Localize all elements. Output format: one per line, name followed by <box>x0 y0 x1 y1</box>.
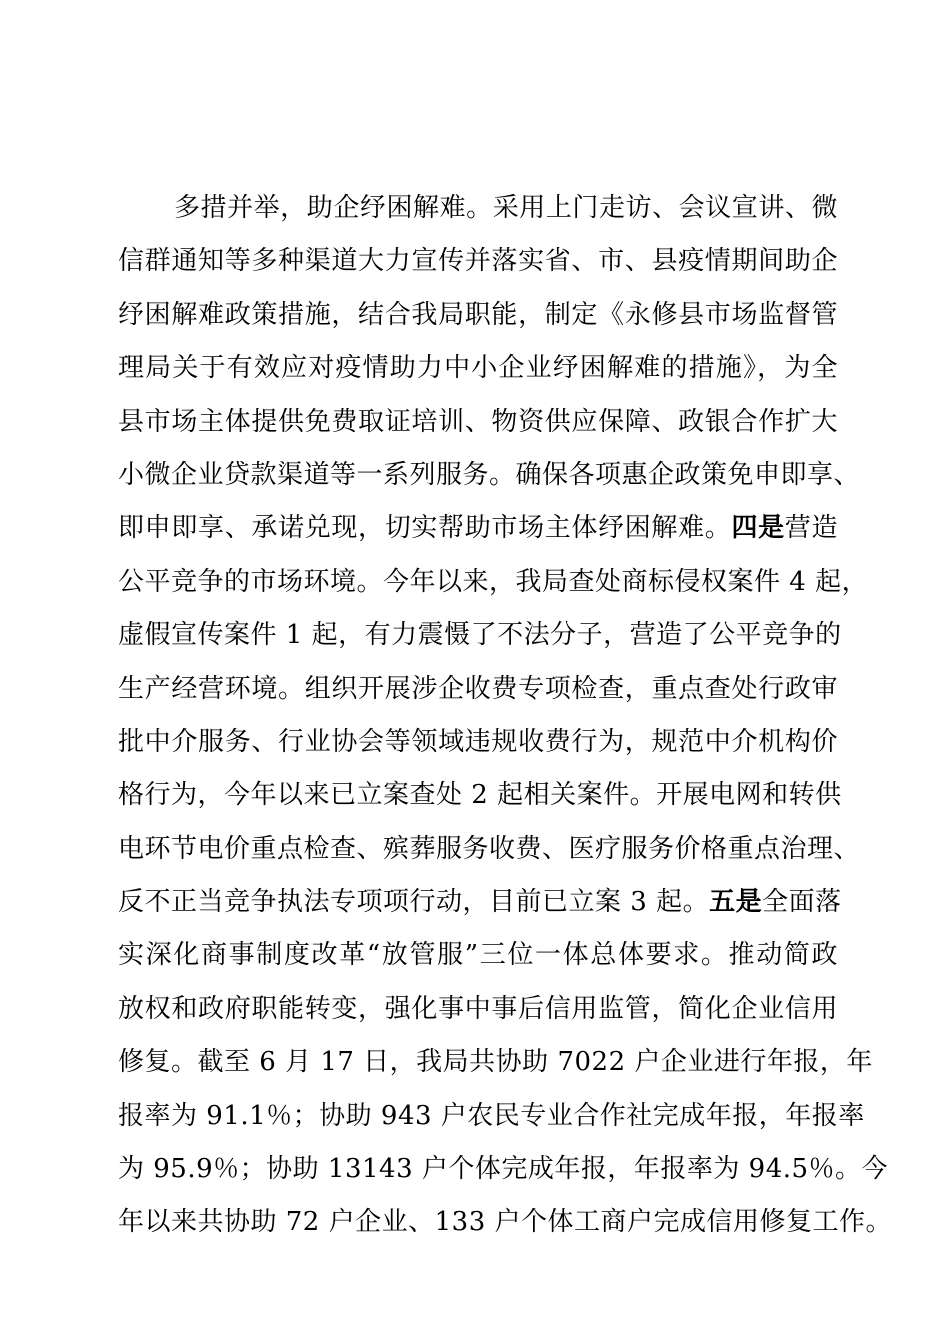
text-line <box>118 769 842 822</box>
text-line <box>118 342 838 395</box>
text-segment: 纾困解难政策措施，结合我局职能，制定《永修县市场监督管 <box>118 299 838 330</box>
text-line <box>118 1036 873 1089</box>
text-line <box>118 289 838 342</box>
text-segment: 理局关于有效应对疫情助力中小企业纾困解难的措施》，为全 <box>118 353 838 384</box>
text-line <box>118 1090 865 1143</box>
text-line <box>118 235 838 288</box>
text-line <box>118 556 869 609</box>
text-line <box>118 609 842 662</box>
text-line <box>118 396 838 449</box>
text-segment: 反不正当竞争执法专项项行动，目前已立案 3 起。 <box>118 887 710 918</box>
text-line <box>118 983 838 1036</box>
text-line <box>118 876 842 929</box>
text-segment: 小微企业贷款渠道等一系列服务。确保各项惠企政策免申即享、 <box>118 459 861 490</box>
text-segment: 修复。截至 6 月 17 日，我局共协助 7022 户企业进行年报，年 <box>118 1047 873 1078</box>
text-line <box>118 1196 893 1249</box>
text-segment: 生产经营环境。组织开展涉企收费专项检查，重点查处行政审 <box>118 673 838 704</box>
text-segment: 电环节电价重点检查、殡葬服务收费、医疗服务价格重点治理、 <box>118 833 861 864</box>
text-segment: 全面落 <box>762 887 842 918</box>
text-segment: 批中介服务、行业协会等领域违规收费行为，规范中介机构价 <box>118 726 838 757</box>
bold-marker: 四是 <box>731 513 785 544</box>
text-segment: 报率为 91.1％；协助 943 户农民专业合作社完成年报，年报率 <box>118 1100 865 1131</box>
text-segment: 即申即享、承诺兑现，切实帮助市场主体纾困解难。 <box>118 513 732 544</box>
text-line <box>118 449 861 502</box>
text-line <box>118 929 838 982</box>
text-segment: 放权和政府职能转变，强化事中事后信用监管，简化企业信用 <box>118 993 838 1024</box>
text-line <box>118 182 838 235</box>
text-line <box>118 663 838 716</box>
bold-marker: 五是 <box>709 887 763 918</box>
text-segment: 实深化商事制度改革“放管服”三位一体总体要求。推动简政 <box>118 940 838 971</box>
text-line <box>118 716 838 769</box>
text-segment: 多措并举，助企纾困解难。采用上门走访、会议宣讲、微 <box>174 193 838 223</box>
text-segment: 县市场主体提供免费取证培训、物资供应保障、政银合作扩大 <box>118 406 838 437</box>
text-segment: 格行为，今年以来已立案查处 2 起相关案件。开展电网和转供 <box>118 780 842 811</box>
text-segment: 营造 <box>784 513 838 544</box>
text-segment: 公平竞争的市场环境。今年以来，我局查处商标侵权案件 4 起， <box>118 566 869 597</box>
text-line <box>118 502 838 555</box>
text-segment: 信群通知等多种渠道大力宣传并落实省、市、县疫情期间助企 <box>118 246 838 277</box>
text-segment: 年以来共协助 72 户企业、133 户个体工商户完成信用修复工作。 <box>118 1207 893 1238</box>
text-line <box>118 1143 889 1196</box>
text-line <box>118 823 861 876</box>
body-paragraph <box>118 182 893 1250</box>
text-segment: 为 95.9％；协助 13143 户个体完成年报，年报率为 94.5％。今 <box>118 1154 889 1185</box>
text-segment: 虚假宣传案件 1 起，有力震慑了不法分子，营造了公平竞争的 <box>118 620 842 651</box>
